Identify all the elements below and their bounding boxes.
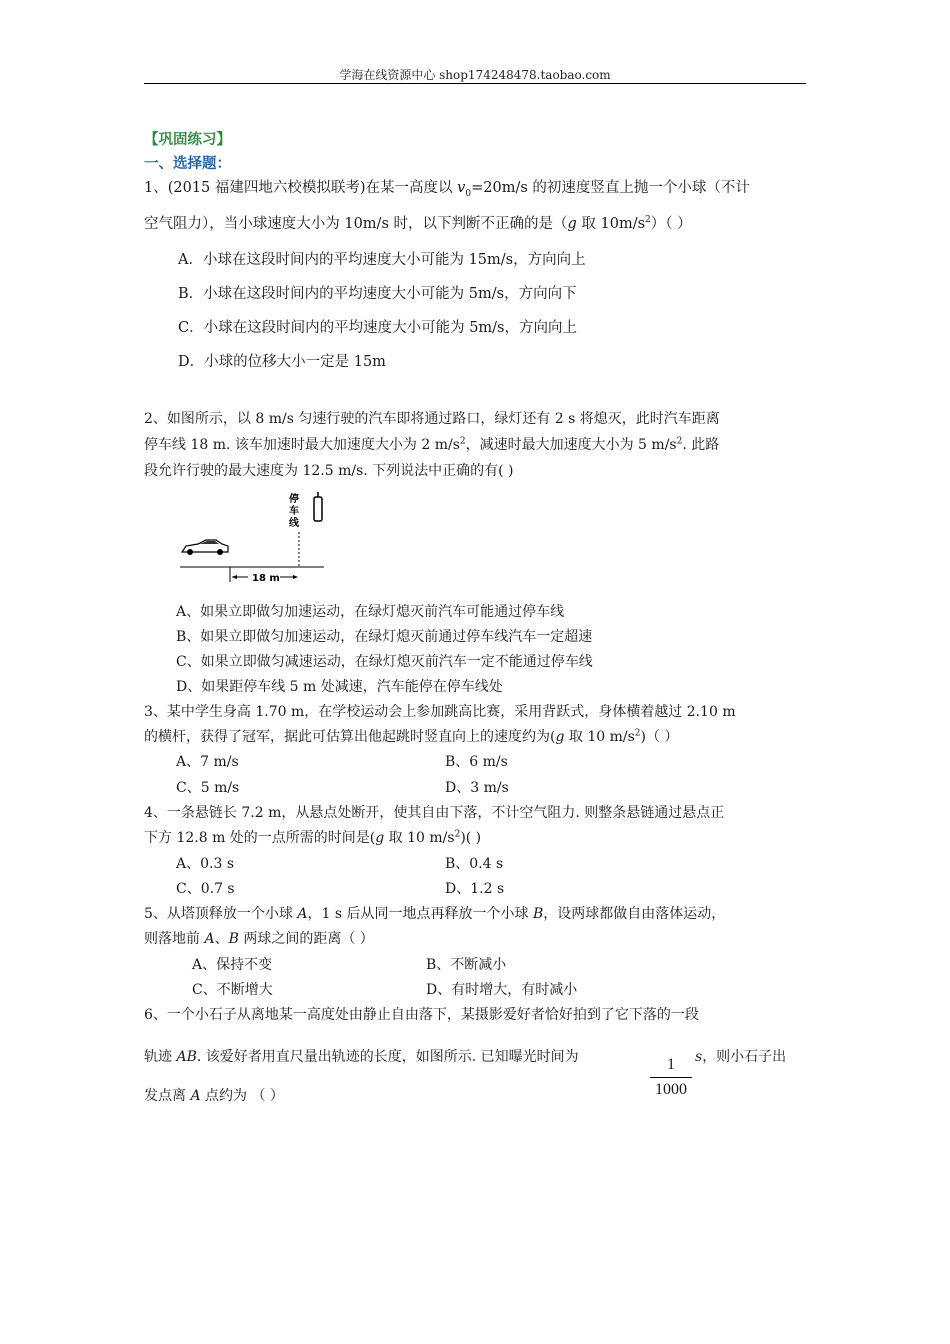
header-divider (144, 83, 806, 84)
section-subtitle: 一、选择题： (144, 156, 231, 172)
q5-option-a: A、保持不变 (192, 957, 273, 973)
q3-line2: 的横杆，获得了冠军，据此可估算出他起跳时竖直向上的速度约为(g 取 10 $m/s^2$)（ ） (144, 728, 679, 745)
q3-option-c: C、5 m/s (176, 780, 240, 796)
fraction-numerator: 1 (667, 1056, 675, 1073)
stop-line-label (289, 492, 300, 529)
svg-text:线: 线 (289, 518, 299, 529)
q1-option-c: C．小球在这段时间内的平均速度大小可能为 5m/s，方向向上 (178, 320, 578, 336)
q1-option-d: D．小球的位移大小一定是 15m (178, 354, 386, 370)
distance-label: 18 m (252, 573, 280, 584)
traffic-figure (176, 490, 336, 590)
svg-text:车: 车 (289, 506, 299, 517)
q4-option-a: A、0.3 s (176, 856, 235, 872)
car-icon (182, 540, 228, 555)
q6-line1: 6、一个小石子从离地某一高度处由静止自由落下，某摄影爱好者恰好拍到了它下落的一段 (144, 1007, 699, 1023)
q2-option-b: B、如果立即做匀加速运动，在绿灯熄灭前通过停车线汽车一定超速 (176, 629, 593, 645)
q5-option-c: C、不断增大 (192, 982, 273, 998)
q5-option-b: B、不断减小 (426, 957, 507, 973)
q2-line2: 停车线 18 m. 该车加速时最大加速度大小为 2 $m/s^2$，减速时最大加速度大小为 5 $m/s^2$. 此路 (144, 436, 720, 453)
q5-option-d: D、有时增大，有时减小 (426, 982, 578, 998)
section-title: 【巩固练习】 (144, 132, 231, 148)
q3-line1: 3、某中学生身高 1.70 m，在学校运动会上参加跳高比赛，采用背跃式，身体横着越过 2.10 m (144, 704, 736, 720)
traffic-light-icon (314, 497, 322, 521)
q1-line1: 1、(2015 福建四地六校模拟联考)在某一高度以 $v_0=20m/s$ 的初速度竖直上抛一个小球（不计 (144, 180, 750, 199)
q4-option-c: C、0.7 s (176, 881, 235, 897)
svg-text:停: 停 (289, 494, 299, 505)
fraction-denominator: 1000 (655, 1081, 687, 1098)
q2-option-c: C、如果立即做匀减速运动，在绿灯熄灭前汽车一定不能通过停车线 (176, 654, 593, 670)
q6-line2: 轨迹 AB. 该爱好者用直尺量出轨迹的长度，如图所示. 已知曝光时间为 (144, 1049, 579, 1065)
q4-option-b: B、0.4 s (445, 856, 504, 872)
q1-line2: 空气阻力），当小球速度大小为 10m/s 时，以下判断不正确的是（g 取 $10m/s^2$）（ ） (144, 215, 692, 232)
q6-line2-end: s，则小石子出 (695, 1049, 787, 1065)
q6-line3: 发点离 A 点约为 （ ） (144, 1088, 284, 1104)
q1-option-a: A．小球在这段时间内的平均速度大小可能为 15m/s，方向向上 (178, 252, 586, 268)
q3-option-b: B、6 m/s (445, 754, 508, 770)
q2-line1: 2、如图所示，以 8 m/s 匀速行驶的汽车即将通过路口，绿灯还有 2 s 将熄灭，此时汽车距离 (144, 411, 720, 427)
q1-option-b: B．小球在这段时间内的平均速度大小可能为 5m/s，方向向下 (178, 286, 577, 302)
q4-line2: 下方 12.8 m 处的一点所需的时间是(g 取 10 $m/s^2$)( ) (144, 829, 482, 846)
q4-line1: 4、一条悬链长 7.2 m，从悬点处断开，使其自由下落，不计空气阻力. 则整条悬链通过悬点正 (144, 805, 725, 821)
q4-option-d: D、1.2 s (445, 881, 505, 897)
page-header: 学海在线资源中心 shop174248478.taobao.com (339, 68, 611, 82)
q2-option-a: A、如果立即做匀加速运动，在绿灯熄灭前汽车可能通过停车线 (176, 604, 565, 620)
q2-line3: 段允许行驶的最大速度为 12.5 m/s. 下列说法中正确的有( ) (144, 463, 514, 479)
q3-option-a: A、7 m/s (176, 754, 239, 770)
exposure-fraction (650, 1056, 692, 1099)
q2-option-d: D、如果距停车线 5 m 处减速，汽车能停在停车线处 (176, 679, 503, 695)
q5-line2: 则落地前 A、B 两球之间的距离（ ） (144, 931, 374, 947)
q3-option-d: D、3 m/s (445, 780, 509, 796)
q5-line1: 5、从塔顶释放一个小球 A，1 s 后从同一地点再释放一个小球 B，设两球都做自由落体运动， (144, 906, 726, 922)
